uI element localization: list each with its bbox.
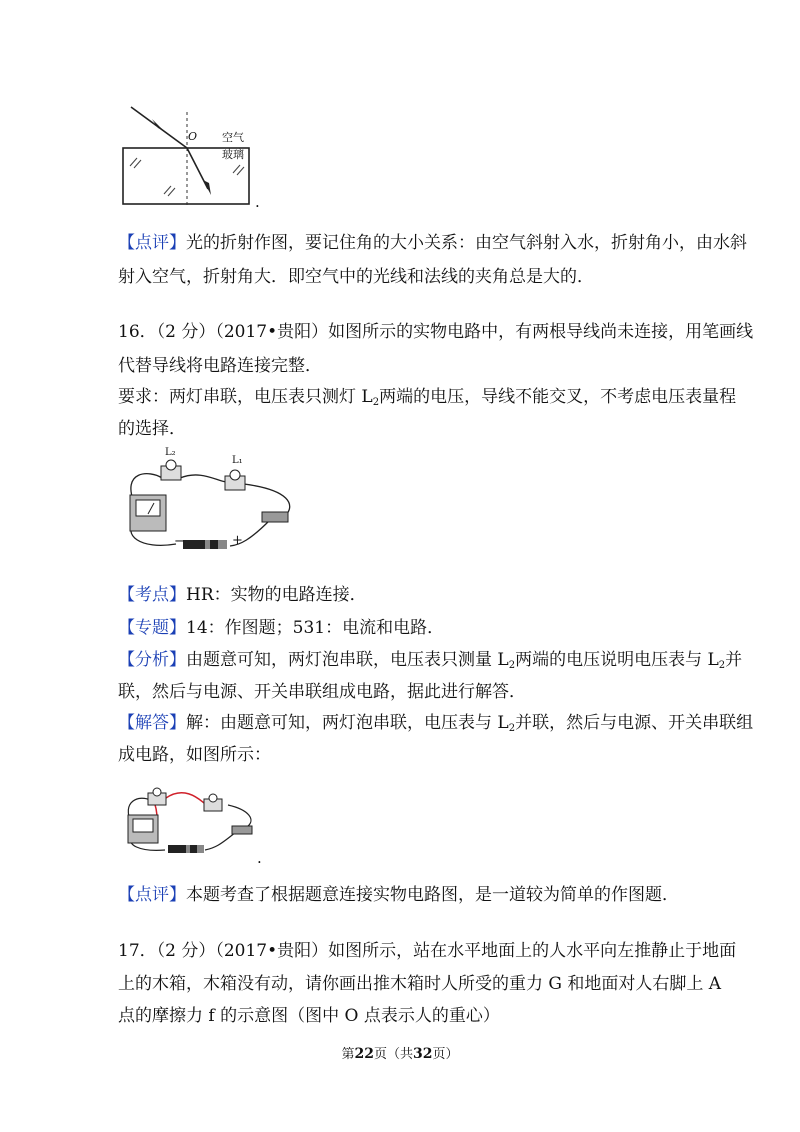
review-line-2: 射入空气，折射角大．即空气中的光线和法线的夹角总是大的． xyxy=(118,267,594,287)
glass-label: 玻璃 xyxy=(222,148,244,161)
lamp-l1-label: L₁ xyxy=(232,455,243,466)
footer-post: 页） xyxy=(432,1047,459,1062)
req-sub: 2 xyxy=(372,397,380,408)
q17-line-3: 点的摩擦力 f 的示意图（图中 O 点表示人的重心） xyxy=(118,1006,500,1026)
fenxi-text-b: 两端的电压说明电压表与 L xyxy=(515,650,719,670)
fenxi-line-2: 联，然后与电源、开关串联组成电路，据此进行解答． xyxy=(118,682,526,702)
q17-line-2: 上的木箱，木箱没有动，请你画出推木箱时人所受的重力 G 和地面对人右脚上 A xyxy=(118,974,722,994)
review2-tag: 【点评】 xyxy=(118,885,186,905)
point-o-label: O xyxy=(188,130,198,143)
figure-end-dot: . xyxy=(255,193,260,211)
zhuanti-text: 14：作图题；531：电流和电路． xyxy=(186,618,445,638)
req-text-a: 要求：两灯串联，电压表只测灯 L xyxy=(118,387,373,407)
req-text-b: 两端的电压，导线不能交叉，不考虑电压表量程 xyxy=(379,387,737,407)
footer-mid: 页（共 xyxy=(373,1047,413,1062)
q16-line-4: 的选择． xyxy=(118,419,186,439)
review2-text: 本题考查了根据题意连接实物电路图，是一道较为简单的作图题． xyxy=(186,885,679,905)
footer-pre: 第 xyxy=(341,1047,355,1062)
review-tag: 【点评】 xyxy=(118,233,186,253)
fenxi-sub: 2 xyxy=(508,660,516,671)
kaodian-text: HR：实物的电路连接． xyxy=(186,585,367,605)
answer-figure-end-dot: . xyxy=(257,849,262,867)
jieda-text-b: 并联，然后与电源、开关串联组 xyxy=(515,713,754,733)
jieda-sub: 2 xyxy=(508,723,516,734)
page-total: 32 xyxy=(413,1046,433,1062)
page-footer xyxy=(0,1043,800,1062)
battery-plus: + xyxy=(232,533,243,548)
lamp-l2-label: L₂ xyxy=(165,447,176,458)
jieda-text-a: 解：由题意可知，两灯泡串联，电压表与 L xyxy=(186,713,509,733)
fenxi-text-a: 由题意可知，两灯泡串联，电压表只测量 L xyxy=(186,650,509,670)
air-label: 空气 xyxy=(222,131,244,144)
q17-line-1: 17．（2 分）（2017•贵阳）如图所示，站在水平地面上的人水平向左推静止于地面 xyxy=(118,941,737,961)
kaodian-tag: 【考点】 xyxy=(118,585,186,605)
fenxi-text-c: 并 xyxy=(725,650,743,670)
review2-line xyxy=(118,883,679,907)
jieda-tag: 【解答】 xyxy=(118,713,186,733)
q16-line-1: 16．（2 分）（2017•贵阳）如图所示的实物电路中，有两根导线尚未连接，用笔画线 xyxy=(118,322,754,342)
zhuanti-tag: 【专题】 xyxy=(118,618,186,638)
fenxi-tag: 【分析】 xyxy=(118,650,186,670)
page-number: 22 xyxy=(354,1046,374,1062)
battery-minus: − xyxy=(174,534,185,549)
review-text: 光的折射作图，要记住角的大小关系：由空气斜射入水，折射角小，由水斜 xyxy=(186,233,747,253)
q16-line-2: 代替导线将电路连接完整． xyxy=(118,356,322,376)
jieda-line-2: 成电路，如图所示： xyxy=(118,745,271,765)
fenxi-sub-2: 2 xyxy=(718,660,726,671)
